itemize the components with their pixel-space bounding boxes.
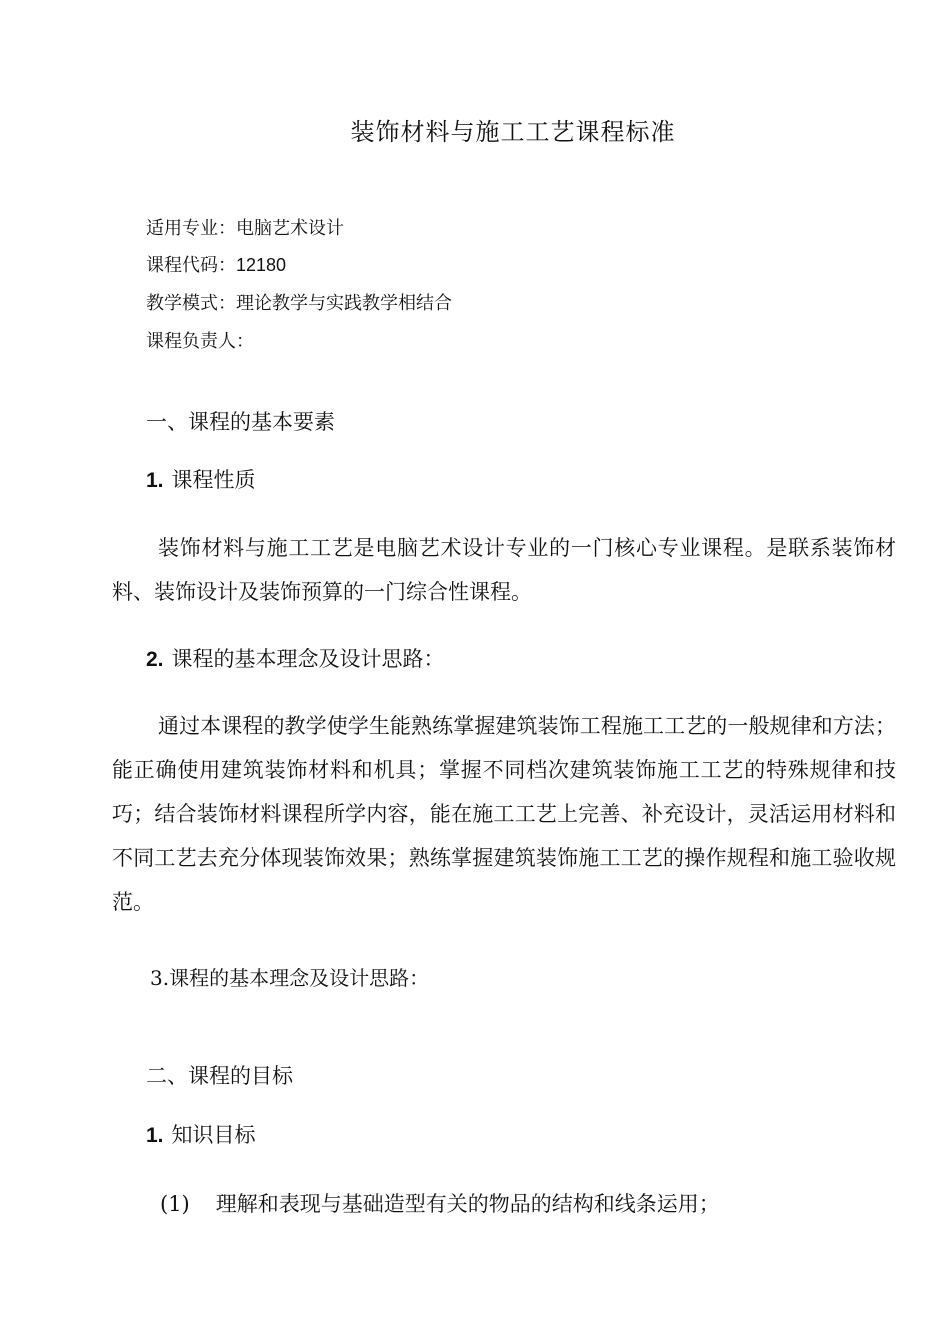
section1-sub1-number: 1. <box>146 469 164 492</box>
section2-sub1-heading <box>146 1119 256 1149</box>
section2-item1-marker: (1) <box>160 1192 190 1216</box>
section2-sub1-number: 1. <box>146 1124 164 1147</box>
meta-major-label: 适用专业： <box>146 218 236 239</box>
section2-heading: 二、课程的目标 <box>146 1064 293 1088</box>
meta-code-value: 12180 <box>236 255 287 275</box>
section1-sub2-paragraph: 通过本课程的教学使学生能熟练掌握建筑装饰工程施工工艺的一般规律和方法；能正确使用建筑装饰材料和机具；掌握不同档次建筑装饰施工工艺的特殊规律和技巧；结合装饰材料课程所学内容，能在施工工艺上完善、补充设计，灵活运用材料和不同工艺去充分体现装饰效果；熟练掌握建筑装饰施工工艺的操作规程和施工验收规范。 <box>112 714 896 914</box>
document-title: 装饰材料与施工工艺课程标准 <box>350 118 676 146</box>
section1-heading: 一、课程的基本要素 <box>146 410 335 434</box>
section1-sub2-title: 课程的基本理念及设计思路： <box>171 647 445 671</box>
meta-major <box>146 214 344 240</box>
section1-sub1-title: 课程性质 <box>171 468 256 492</box>
meta-code-label: 课程代码： <box>146 255 236 276</box>
section2-sub1-title: 知识目标 <box>171 1123 256 1147</box>
section2-item1 <box>160 1188 720 1218</box>
section1-sub2-number: 2. <box>146 648 164 671</box>
meta-code <box>146 251 286 277</box>
section1-sub1-paragraph: 装饰材料与施工工艺是电脑艺术设计专业的一门核心专业课程。是联系装饰材料、装饰设计及装饰预算的一门综合性课程。 <box>112 536 896 604</box>
meta-mode <box>146 289 452 315</box>
meta-major-value: 电脑艺术设计 <box>236 218 344 239</box>
meta-lead-label: 课程负责人： <box>146 331 254 352</box>
meta-lead <box>146 327 254 353</box>
section1-sub3-heading: 3.课程的基本理念及设计思路： <box>150 966 430 990</box>
meta-mode-label: 教学模式： <box>146 293 236 314</box>
section1-sub1-heading <box>146 464 256 494</box>
section2-item1-text: 理解和表现与基础造型有关的物品的结构和线条运用； <box>215 1192 720 1216</box>
section1-sub2-heading <box>146 643 445 673</box>
meta-mode-value: 理论教学与实践教学相结合 <box>236 293 452 314</box>
